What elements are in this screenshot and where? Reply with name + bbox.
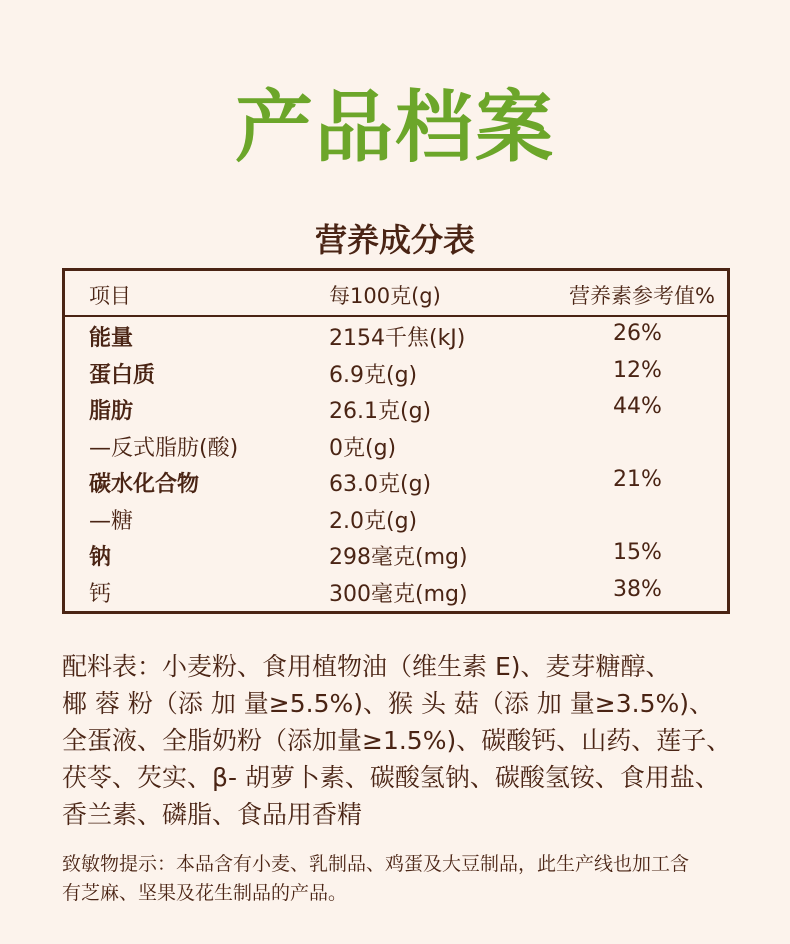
row-nrv: 15% bbox=[613, 540, 662, 565]
table-body bbox=[65, 317, 727, 609]
table-caption: 营养成分表 bbox=[314, 221, 475, 259]
row-amount: 63.0克(g) bbox=[329, 472, 432, 497]
row-amount: 2154千焦(kJ) bbox=[329, 326, 466, 351]
row-name: 能量 bbox=[89, 326, 134, 351]
table-row bbox=[65, 317, 727, 354]
row-name: 碳水化合物 bbox=[89, 472, 200, 497]
row-name: 蛋白质 bbox=[89, 362, 156, 388]
table-row bbox=[65, 427, 727, 464]
row-amount: 2.0克(g) bbox=[329, 508, 418, 534]
table-row bbox=[65, 573, 727, 610]
allergen-notice bbox=[62, 850, 752, 908]
row-amount: 6.9克(g) bbox=[329, 362, 418, 388]
table-row bbox=[65, 536, 727, 573]
table-header bbox=[65, 271, 727, 317]
row-name: —反式脂肪(酸) bbox=[89, 435, 239, 461]
page-title: 产品档案 bbox=[234, 83, 555, 173]
row-amount: 298毫克(mg) bbox=[329, 545, 468, 570]
ingredients-line: 茯苓、芡实、β- 胡萝卜素、碳酸氢钠、碳酸氢铵、食用盐、 bbox=[62, 763, 720, 792]
row-nrv: 12% bbox=[613, 357, 662, 383]
table-row bbox=[65, 354, 727, 391]
ingredients-line: 全蛋液、全脂奶粉（添加量≥1.5%)、碳酸钙、山药、莲子、 bbox=[62, 726, 732, 755]
ingredients-line: 香兰素、磷脂、食品用香精 bbox=[62, 800, 363, 829]
row-amount: 300毫克(mg) bbox=[329, 581, 468, 607]
ingredients-line: 椰 蓉 粉（添 加 量≥5.5%)、猴 头 菇（添 加 量≥3.5%)、 bbox=[62, 689, 715, 718]
row-nrv: 26% bbox=[613, 321, 662, 346]
header-per-100g: 每100克(g) bbox=[329, 284, 441, 308]
ingredients-line: 配料表：小麦粉、食用植物油（维生素 E)、麦芽糖醇、 bbox=[62, 652, 671, 681]
header-nrv: 营养素参考值% bbox=[569, 284, 715, 308]
row-nrv: 44% bbox=[613, 394, 662, 419]
ingredients-list bbox=[62, 648, 742, 833]
table-row bbox=[65, 500, 727, 537]
row-name: —糖 bbox=[89, 508, 134, 534]
allergen-line: 致敏物提示：本品含有小麦、乳制品、鸡蛋及大豆制品，此生产线也加工含 bbox=[62, 853, 690, 875]
nutrition-table bbox=[62, 268, 730, 614]
row-nrv: 21% bbox=[613, 467, 662, 492]
row-nrv: 38% bbox=[613, 576, 662, 602]
row-amount: 26.1克(g) bbox=[329, 399, 432, 424]
table-row bbox=[65, 463, 727, 500]
row-name: 钙 bbox=[89, 581, 112, 607]
header-item: 项目 bbox=[89, 284, 131, 308]
table-row bbox=[65, 390, 727, 427]
row-name: 钠 bbox=[89, 545, 112, 570]
row-name: 脂肪 bbox=[89, 399, 134, 424]
row-amount: 0克(g) bbox=[329, 435, 397, 461]
allergen-line: 有芝麻、坚果及花生制品的产品。 bbox=[62, 882, 348, 904]
